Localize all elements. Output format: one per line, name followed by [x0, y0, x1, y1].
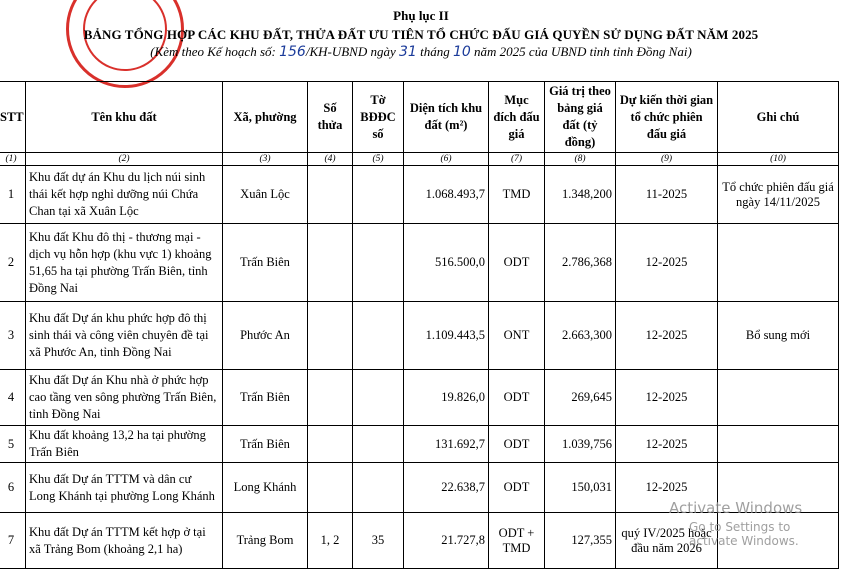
table-row — [0, 224, 839, 302]
cell-sheet — [353, 224, 404, 302]
column-number-row — [0, 153, 839, 166]
cell-area: 1.109.443,5 — [404, 302, 489, 370]
ref-suffix: năm 2025 của UBND tỉnh tỉnh Đồng Nai) — [474, 44, 692, 59]
appendix-title: Phụ lục II — [393, 8, 449, 23]
cell-name: Khu đất Dự án Khu nhà ở phức hợp cao tầng ven sông phường Trấn Biên, tỉnh Đồng Nai — [26, 370, 223, 426]
cell-note: Bổ sung mới — [718, 302, 839, 370]
cell-name: Khu đất khoảng 13,2 ha tại phường Trấn Biên — [26, 426, 223, 463]
cell-ward: Phước An — [223, 302, 308, 370]
cell-value: 150,031 — [545, 463, 616, 513]
cell-name: Khu đất Dự án khu phức hợp đô thị sinh thái và công viên chuyên đề tại xã Phước An, tỉnh Đồng Nai — [26, 302, 223, 370]
watermark-title: Activate Windows — [669, 499, 803, 517]
col-number: (9) — [616, 153, 718, 166]
cell-purpose: TMD — [489, 166, 545, 224]
table-row — [0, 463, 839, 513]
ref-day: 31 — [399, 44, 417, 60]
cell-note — [718, 426, 839, 463]
cell-lots — [308, 302, 353, 370]
cell-time: 12-2025 — [616, 370, 718, 426]
plan-reference — [0, 44, 842, 60]
cell-ward: Xuân Lộc — [223, 166, 308, 224]
cell-lots — [308, 426, 353, 463]
ref-mid1: /KH-UBND ngày — [305, 44, 396, 59]
table-row — [0, 166, 839, 224]
cell-area: 19.826,0 — [404, 370, 489, 426]
cell-name: Khu đất Khu đô thị - thương mại - dịch vụ hỗn hợp (khu vực 1) khoảng 51,65 ha tại phường Trấn Biên, tỉnh Đồng Nai — [26, 224, 223, 302]
col-header-ward: Xã, phường — [223, 82, 308, 153]
cell-lots — [308, 370, 353, 426]
col-number: (3) — [223, 153, 308, 166]
cell-ward: Trấn Biên — [223, 370, 308, 426]
col-header-lots: Số thửa — [308, 82, 353, 153]
cell-value: 2.663,300 — [545, 302, 616, 370]
land-auction-table — [0, 81, 839, 569]
col-number: (4) — [308, 153, 353, 166]
table-row — [0, 426, 839, 463]
cell-note — [718, 463, 839, 513]
cell-name: Khu đất dự án Khu du lịch núi sinh thái kết hợp nghỉ dưỡng núi Chứa Chan tại xã Xuân Lộc — [26, 166, 223, 224]
cell-lots — [308, 224, 353, 302]
col-header-value: Giá trị theo bảng giá đất (tỷ đồng) — [545, 82, 616, 153]
header-row — [0, 82, 839, 153]
cell-stt: 7 — [0, 513, 26, 569]
col-header-purpose: Mục đích đấu giá — [489, 82, 545, 153]
col-header-note: Ghi chú — [718, 82, 839, 153]
cell-area: 22.638,7 — [404, 463, 489, 513]
cell-area: 1.068.493,7 — [404, 166, 489, 224]
cell-time: 12-2025 — [616, 463, 718, 513]
cell-ward: Trảng Bom — [223, 513, 308, 569]
document-subtitle: BẢNG TỔNG HỢP CÁC KHU ĐẤT, THỬA ĐẤT ƯU TIÊN TỔ CHỨC ĐẤU GIÁ QUYỀN SỬ DỤNG ĐẤT NĂM 2025 — [83, 27, 759, 42]
cell-purpose: ONT — [489, 302, 545, 370]
watermark-subtitle: Go to Settings to activate Windows. — [689, 520, 799, 548]
cell-time: 11-2025 — [616, 166, 718, 224]
cell-note — [718, 370, 839, 426]
cell-time: 12-2025 — [616, 224, 718, 302]
col-header-time: Dự kiến thời gian tổ chức phiên đấu giá — [616, 82, 718, 153]
cell-purpose: ODT — [489, 426, 545, 463]
cell-purpose: ODT + TMD — [489, 513, 545, 569]
col-number: (7) — [489, 153, 545, 166]
cell-note — [718, 224, 839, 302]
cell-lots — [308, 166, 353, 224]
cell-time: 12-2025 — [616, 302, 718, 370]
cell-area: 21.727,8 — [404, 513, 489, 569]
cell-time: quý IV/2025 hoặc đầu năm 2026 — [616, 513, 718, 569]
cell-ward: Trấn Biên — [223, 224, 308, 302]
col-header-area: Diện tích khu đất (m²) — [404, 82, 489, 153]
cell-value: 2.786,368 — [545, 224, 616, 302]
cell-purpose: ODT — [489, 463, 545, 513]
cell-name: Khu đất Dự án TTTM kết hợp ở tại xã Trảng Bom (khoảng 2,1 ha) — [26, 513, 223, 569]
table-row — [0, 370, 839, 426]
cell-sheet — [353, 463, 404, 513]
cell-stt: 5 — [0, 426, 26, 463]
cell-sheet — [353, 302, 404, 370]
cell-stt: 3 — [0, 302, 26, 370]
cell-purpose: ODT — [489, 224, 545, 302]
col-number: (5) — [353, 153, 404, 166]
cell-value: 269,645 — [545, 370, 616, 426]
cell-sheet — [353, 166, 404, 224]
cell-sheet: 35 — [353, 513, 404, 569]
table-row — [0, 513, 839, 569]
cell-value: 1.039,756 — [545, 426, 616, 463]
cell-value: 127,355 — [545, 513, 616, 569]
cell-purpose: ODT — [489, 370, 545, 426]
col-number: (1) — [0, 153, 26, 166]
ref-mid2: tháng — [420, 44, 450, 59]
cell-note: Tổ chức phiên đấu giá ngày 14/11/2025 — [718, 166, 839, 224]
cell-lots: 1, 2 — [308, 513, 353, 569]
col-header-sheet: Tờ BĐĐC số — [353, 82, 404, 153]
ref-prefix: (Kèm theo Kế hoạch số: — [150, 44, 276, 59]
table-row — [0, 302, 839, 370]
cell-ward: Long Khánh — [223, 463, 308, 513]
cell-area: 516.500,0 — [404, 224, 489, 302]
cell-area: 131.692,7 — [404, 426, 489, 463]
col-number: (10) — [718, 153, 839, 166]
cell-note — [718, 513, 839, 569]
cell-lots — [308, 463, 353, 513]
cell-stt: 4 — [0, 370, 26, 426]
col-number: (2) — [26, 153, 223, 166]
col-number: (6) — [404, 153, 489, 166]
cell-stt: 2 — [0, 224, 26, 302]
cell-value: 1.348,200 — [545, 166, 616, 224]
col-number: (8) — [545, 153, 616, 166]
cell-ward: Trấn Biên — [223, 426, 308, 463]
col-header-name: Tên khu đất — [26, 82, 223, 153]
cell-sheet — [353, 426, 404, 463]
cell-name: Khu đất Dự án TTTM và dân cư Long Khánh tại phường Long Khánh — [26, 463, 223, 513]
cell-stt: 6 — [0, 463, 26, 513]
ref-number: 156 — [279, 44, 306, 60]
col-header-stt: STT — [0, 82, 26, 153]
cell-sheet — [353, 370, 404, 426]
ref-month: 10 — [452, 44, 471, 60]
cell-time: 12-2025 — [616, 426, 718, 463]
cell-stt: 1 — [0, 166, 26, 224]
